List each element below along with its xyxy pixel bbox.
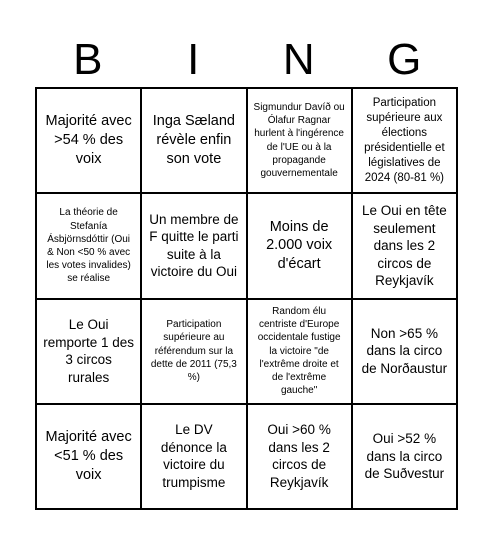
bingo-cell[interactable]	[36, 299, 141, 404]
cell-text: Le DV dénonce la victoire du trumpisme	[160, 422, 227, 490]
header-letter-n: N	[282, 35, 315, 84]
cell-text: La théorie de Stefanía Ásbjörnsdóttir (Oui & Non <50 % avec les votes invalides) se réalise	[46, 207, 131, 285]
bingo-cell[interactable]	[141, 193, 246, 298]
cell-text: Moins de 2.000 voix d'écart	[266, 218, 333, 273]
cell-text: Le Oui remporte 1 des 3 circos rurales	[43, 317, 135, 385]
bingo-cell[interactable]	[352, 88, 457, 193]
bingo-cell[interactable]	[36, 88, 141, 193]
bingo-cell[interactable]	[141, 299, 246, 404]
cell-text: Participation supérieure aux élections présidentielle et législatives de 2024 (80-81 %)	[364, 96, 445, 184]
bingo-cell[interactable]	[352, 404, 457, 509]
bingo-cell[interactable]	[141, 88, 246, 193]
bingo-cell[interactable]	[36, 193, 141, 298]
cell-text: Un membre de F quitte le parti suite à la victoire du Oui	[149, 211, 239, 280]
bingo-board	[35, 87, 458, 510]
cell-text: Sigmundur Davíð ou Ólafur Ragnar hurlent à l'ingérence de l'UE ou à la propagande gouvernementale	[253, 102, 345, 179]
header-letter-g: G	[387, 35, 422, 84]
bingo-cell[interactable]	[141, 404, 246, 509]
cell-text: Inga Sæland révèle enfin son vote	[152, 113, 235, 168]
cell-text: Majorité avec >54 % des voix	[45, 113, 132, 168]
bingo-cell[interactable]	[247, 299, 352, 404]
bingo-cell[interactable]	[247, 193, 352, 298]
bingo-cell[interactable]	[247, 88, 352, 193]
bingo-cell[interactable]	[36, 404, 141, 509]
cell-text: Participation supérieure au référendum sur la dette de 2011 (75,3 %)	[150, 319, 237, 383]
header-letter-b: B	[73, 35, 103, 84]
cell-text: Oui >60 % dans les 2 circos de Reykjavík	[267, 422, 331, 490]
cell-text: Random élu centriste d'Europe occidentale fustige la victoire "de l'extrême droite et de l'extrême gauche"	[257, 305, 341, 397]
bingo-cell[interactable]	[352, 193, 457, 298]
cell-text: Le Oui en tête seulement dans les 2 circos de Reykjavík	[361, 203, 447, 289]
bingo-cell[interactable]	[352, 299, 457, 404]
cell-text: Majorité avec <51 % des voix	[45, 429, 132, 483]
header-letter-i: I	[187, 35, 200, 84]
bingo-cell[interactable]	[247, 404, 352, 509]
cell-text: Non >65 % dans la circo de Norðaustur	[361, 325, 448, 376]
cell-text: Oui >52 % dans la circo de Suðvestur	[364, 431, 445, 482]
bingo-header	[35, 32, 457, 88]
